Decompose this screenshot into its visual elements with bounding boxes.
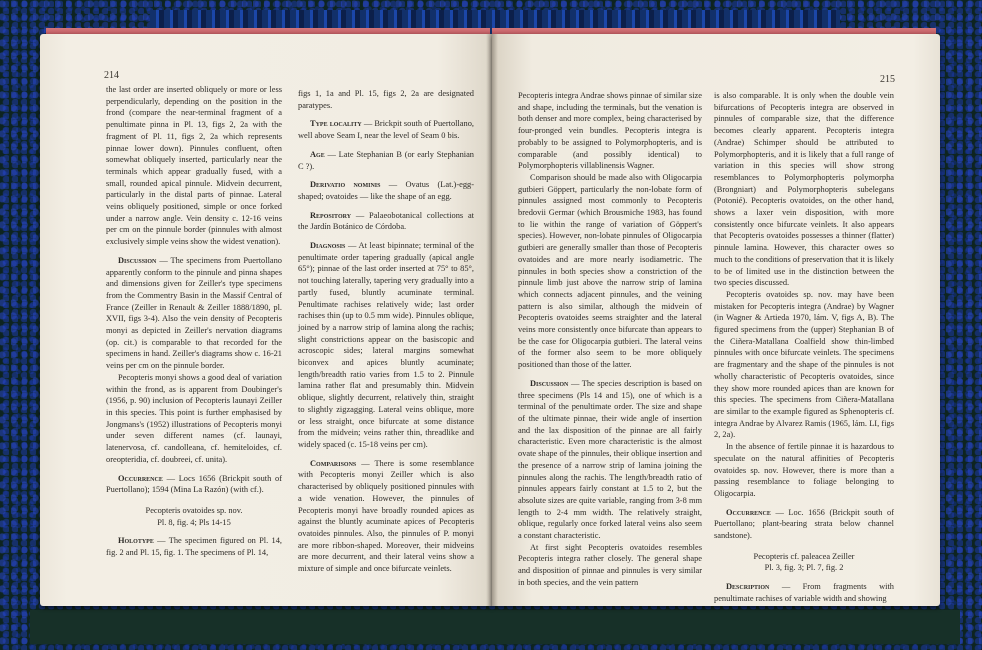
paragraph — [106, 535, 282, 558]
paragraph-text: — Palaeobotanical collections at the Jardín Botánico de Córdoba. — [298, 210, 474, 232]
section-heading: Discussion — [118, 255, 157, 265]
paragraph — [518, 90, 702, 172]
right-page-column-2 — [714, 90, 894, 605]
paragraph-text: the last order are inserted obliquely or more or less perpendicularly, depending on the position in the frond (compare the near-terminal fragment of a penultimate pinna in Pl. 13, figs 2, 2a with the fragment of Pl. 11, figs 2, 2a which represents pinnae lower down). Pinnules confluent, often somewhat obliquely inserted, particularly near the terminals which appear gradually fused, with a small, rounded apical pinnule. Midvein decurrent, particularly in the distal parts of pinnae. Lateral veins obliquely positioned, simple or once forked under a narrow angle. Vein density c. 12-16 veins per cm on the pinnule border (pinnules with almost exclusively simple veins show the widest venation). — [106, 85, 282, 247]
paragraph — [106, 84, 282, 248]
section-heading: Occurrence — [726, 507, 771, 517]
paragraph-text: Comparison should be made also with Oligocarpia gutbieri Göppert, particularly the non-lobate form of pinnules assigned most commonly to Pecopteris bredovii Germar (which Brousmiche 1983, has found to lie within the range of variation of Göppert's species). However, non-lobate pinnules of Oligocarpia gutbieri are generally smaller than those of Pecopteris ovatoides and are more nearly isodiametric. The pinnules in both species show a constriction of the pinnule limb just above the narrow strip of lamina which connects adjacent pinnules, and the veining pattern is also similar, although the midvein of Pecopteris ovatoides seems straighter and the lateral veins more consistently once bifurcate than appears to be the case for Oligocarpia gutbieri. The lateral veins of the former also seem to be more obliquely positioned than those of the latter. — [518, 172, 702, 370]
section-heading: Age — [310, 149, 325, 159]
cover-bottom-edge — [30, 610, 960, 644]
page-number-left: 214 — [104, 70, 119, 81]
paragraph-text: Pl. 3, fig. 3; Pl. 7, fig. 2 — [764, 563, 844, 573]
section-heading: Description — [726, 582, 770, 592]
paragraph-text: — There is some resemblance with Pecopteris monyi Zeiller which is also characterised by obliquely positioned pinnules with a wide venation. However, the pinnules of Pecopteris monyi have broadly rounded apices as against the bluntly acuminate apices of Pecopteris ovatoides pinnules. Also, the pinnules of P. monyi are more ribbon-shaped. Moreover, their midveins are more decurrent, and their lateral veins show a mixture of simple and once bifurcate veinlets. — [298, 458, 474, 574]
section-heading: Comparisons — [310, 458, 357, 468]
left-page-column-2 — [298, 88, 474, 575]
left-page — [40, 34, 492, 606]
paragraph — [298, 88, 474, 111]
section-heading: Discussion — [530, 378, 569, 388]
left-page-column-1 — [106, 84, 282, 559]
paragraph-text: — Ovatus (Lat.)-egg-shaped; ovatoides — like the shape of an egg. — [298, 180, 474, 201]
paragraph — [714, 507, 894, 542]
section-heading: Derivatio nominis — [310, 180, 381, 190]
paragraph-text: In the absence of fertile pinnae it is hazardous to speculate on the natural affinities of Pecopteris ovatoides sp. nov. However, there is more than a passing resemblance to foliage belonging to Oligocarpia. — [714, 442, 894, 498]
paragraph-text: is also comparable. It is only when the double vein bifurcations of Pecopteris integra are observed in pinnules of comparable size, that the difference becomes clearly apparent. Pecopteris integra (Andrae) Schimper should be attributed to Polymorphopteris, and it is likely that a full range of variation in this species will show strong resemblances to Polymorphopteris polymorpha (Brongniart) and Polymorphopteris subelegans (Potonié). Pecopteris ovatoides, on the other hand, shows a laxer vein disposition, with more consistently once bifurcate veinlets. It also appears that Pecopteris ovatoides possesses a thinner (flatter) pinnule lamina. However, this character owes so much to the conditions of preservation that it is likely to be of limited use in the distinction between the two species discussed. — [714, 91, 894, 288]
paragraph — [518, 172, 702, 371]
paragraph-text: — Loc. 1656 (Brickpit south of Puertollano; plant-bearing strata below channel sandstone). — [714, 507, 894, 541]
paragraph — [106, 372, 282, 466]
centered-heading — [714, 562, 894, 574]
section-heading: Diagnosis — [310, 241, 346, 251]
paragraph — [714, 581, 894, 604]
paragraph-text: Pecopteris monyi shows a good deal of variation within the frond, as is apparent from Doubinger's (1956, p. 90) inclusion of Pecopteris launayi Zeiller in this species. This point is further emphasised by Jongmans's (1952) illustrations of Pecopteris monyi under seven different names (cf. launayi, latenervosa, cf. candolleana, cf. hemiteloides, cf. oreopteridia, cf. doubreei, cf. unita). — [106, 372, 282, 464]
section-heading: Holotype — [118, 536, 154, 546]
paragraph-text: figs 1, 1a and Pl. 15, figs 2, 2a are designated paratypes. — [298, 89, 474, 110]
paragraph-text: — From fragments with penultimate rachises of variable width and showing — [714, 582, 894, 603]
paragraph — [518, 378, 702, 542]
paragraph — [298, 179, 474, 202]
section-heading: Repository — [310, 210, 352, 220]
centered-heading — [714, 551, 894, 563]
paragraph — [298, 458, 474, 575]
paragraph-text: Pecopteris ovatoides sp. nov. may have been mistaken for Pecopteris integra (Andrae) by Wagner (in Wagner & Artieda 1970, lám. V, figs A, B). The figured specimens from the (upper) Stephanian B of the Ciñera-Matallana Coalfield show thin-limbed pinnules with once bifurcate veinlets. The specimens are fragmentary and the shape of the pinnules is not wholly characteristic of Pecopteris ovatoides, since they show more rounded apices than are known for this species. The specimens from Ciñera-Matallana are similar to the example figured as Sphenopteris cf. integra Andrae by Alvarez Ramis (1965, lám. LI, figs 2, 2a). — [714, 289, 894, 440]
section-heading: Occurrence — [118, 473, 163, 483]
book-gutter — [486, 34, 498, 606]
paragraph — [106, 255, 282, 372]
paragraph-text: At first sight Pecopteris ovatoides resembles Pecopteris integra rather closely. The general shape and disposition of pinnae and pinnules is very similar in both species, and the vein pattern — [518, 542, 702, 587]
centered-heading — [106, 505, 282, 517]
right-page — [492, 34, 940, 606]
paragraph-text: Pl. 8, fig. 4; Pls 14-15 — [157, 517, 231, 527]
paragraph-text: Pecopteris cf. paleacea Zeiller — [753, 551, 855, 561]
paragraph-text: — At least bipinnate; terminal of the penultimate order tapering gradually (apical angle 65°); pinnae of the last order inserted at 75° to 85°, not touching laterally, tapering very gradually into a partly fused, bluntly acuminate terminal. Penultimate rachises relatively wide; last order rachises thin (up to 0.5 mm wide). Pinnules oblique, joined by a narrow strip of lamina along the rachis; slight constrictions appear on the basiscopic and acroscopic sides; lateral margins somewhat biconvex and apices bluntly acuminate; length/breadth ratio varies from 1.5 to 2. Pinnule lamina rather flat and presumably thin. Midvein oblique, slightly decurrent, relatively thin, straight to slightly zigzagging. Lateral veins oblique, more or less straight, once bifurcate at some distance from the midvein; veins rather thin, threadlike and widely spaced (c. 15-18 veins per cm). — [298, 241, 474, 449]
paragraph-text: — The specimens from Puertollano apparently conform to the pinnule and pinna shapes and dimensions given for Zeiller's type specimens from the Commentry Basin in the Massif Central of France (Zeiller in Renault & Zeiller 1888/1890, pl. XVII, figs 3-4). Also the vein density of Pecopteris monyi as depicted in Zeiller's nervation diagrams (op. cit.) is comparable to that recorded for the specimens in hand. Zeiller's diagrams show c. 16-21 veins per cm on the pinnule border. — [106, 255, 282, 371]
paragraph-text: — Locs 1656 (Brickpit south of Puertollano); 1594 (Mina La Razón) (with cf.). — [106, 473, 282, 495]
paragraph — [298, 118, 474, 141]
paragraph-text: — Brickpit south of Puertollano, well above Seam I, near the level of Seam 0 bis. — [298, 119, 474, 141]
page-number-right: 215 — [880, 74, 895, 85]
paragraph-text: — The specimen figured on Pl. 14, fig. 2 and Pl. 15, fig. 1. The specimens of Pl. 14, — [106, 536, 282, 558]
right-page-column-1 — [518, 90, 702, 589]
paragraph — [298, 149, 474, 172]
centered-heading — [106, 517, 282, 529]
paragraph-text: — Late Stephanian B (or early Stephanian C ?). — [298, 149, 474, 171]
paragraph — [106, 473, 282, 496]
paragraph — [298, 240, 474, 451]
paragraph — [714, 441, 894, 500]
paragraph-text: — The species description is based on three specimens (Pls 14 and 15), one of which is a terminal of the penultimate order. The size and shape of the ultimate pinnae, their wide angle of insertion and the lax disposition of the pinnae are all fairly characteristic. Even more characteristic is the almost ovate shape of the pinnules, their oblique insertion and the presence of a narrow strip of lamina joining the pinnules along the rachis. The length/breadth ratio of pinnules appears fairly constant at 1.5 to 2, but the absolute sizes are quite variable, ranging from 3-8 mm length to 2-4 mm width. The relatively straight, oblique, regularly once forked lateral veins also seem a constant characteristic. — [518, 378, 702, 541]
paragraph-text: Pecopteris integra Andrae shows pinnae of similar size and shape, including the terminals, but the venation is both denser and more complex, being characterised by four-pronged vein bundles. Pecopteris integra is probably to be assigned to Polymorphopteris, and is comparable (and possibly identical) to Polymorphopteris villablinensis Wagner. — [518, 91, 702, 171]
paragraph — [518, 542, 702, 589]
paragraph — [298, 210, 474, 233]
section-heading: Type locality — [310, 119, 362, 129]
paragraph — [714, 289, 894, 441]
paragraph-text: Pecopteris ovatoides sp. nov. — [145, 505, 243, 515]
paragraph — [714, 90, 894, 289]
